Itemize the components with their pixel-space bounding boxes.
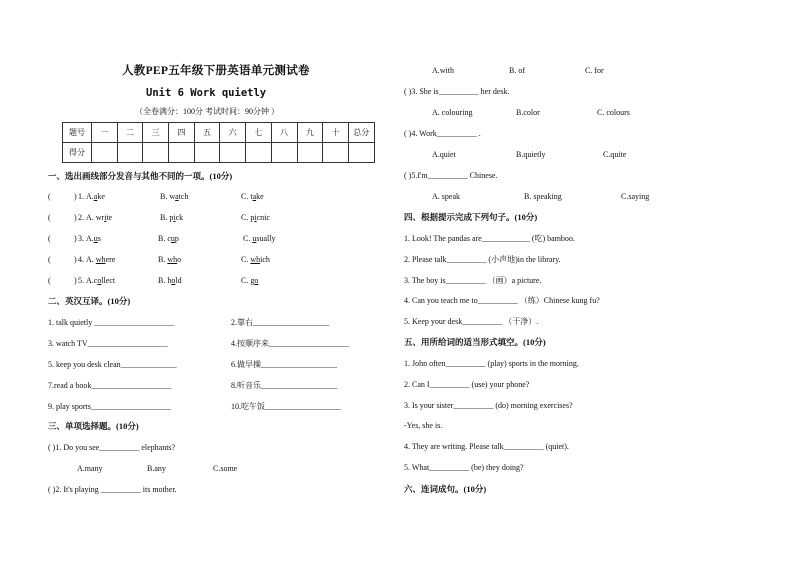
mc-option-b: B. speaking — [524, 192, 562, 201]
option-a: A. write — [86, 213, 113, 222]
section-5-title: 五、用所给词的适当形式填空。(10分) — [404, 337, 546, 347]
question-number: 1. — [78, 192, 84, 201]
answer-paren-open: ( — [48, 255, 51, 264]
option-b: B. pick — [160, 213, 184, 222]
mc-question-stem: ( )4. Work__________ . — [404, 129, 481, 138]
score-table — [62, 122, 375, 163]
option-c: C. go — [241, 276, 259, 285]
mc-option-b: B.any — [147, 464, 166, 473]
mc-option-c: C. colours — [597, 108, 630, 117]
option-a: A.collect — [86, 276, 116, 285]
score-input-cell[interactable] — [117, 143, 143, 163]
mc-option-a: A. colouring — [432, 108, 473, 117]
translation-item: 1. talk quietly ____________________ — [48, 318, 175, 327]
question-number: 4. — [78, 255, 84, 264]
mc-question-stem: ( )5.I'm__________ Chinese. — [404, 171, 498, 180]
mc-option-a: A.with — [432, 66, 454, 75]
option-b: B. who — [158, 255, 182, 264]
fill-item: 1. John often__________ (play) sports in the morning. — [404, 359, 579, 368]
translation-item: 2.靠右___________________ — [231, 318, 329, 327]
score-cell: 八 — [271, 123, 297, 143]
score-input-cell[interactable] — [92, 143, 118, 163]
mc-option-b: B. of — [509, 66, 525, 75]
page-title: 人教PEP五年级下册英语单元测试卷 — [122, 65, 310, 77]
mc-option-a: A. speak — [432, 192, 460, 201]
answer-paren-close: ) — [74, 255, 77, 264]
question-number: 2. — [78, 213, 84, 222]
score-cell: 二 — [117, 123, 143, 143]
score-cell: 十 — [323, 123, 349, 143]
option-a: A.ake — [86, 192, 105, 201]
mc-option-c: C.some — [213, 464, 238, 473]
mc-option-c: C. for — [585, 66, 604, 75]
section-2-title: 二、英汉互译。(10分) — [48, 296, 131, 306]
mc-option-c: C.saying — [621, 192, 650, 201]
section-4-title: 四、根据提示完成下列句子。(10分) — [404, 212, 538, 222]
mc-question-stem: ( )1. Do you see__________ elephants? — [48, 443, 176, 452]
answer-paren-close: ) — [74, 213, 77, 222]
question-number: 5. — [78, 276, 84, 285]
score-input-cell[interactable] — [246, 143, 272, 163]
translation-item: 5. keep you desk clean______________ — [48, 360, 177, 369]
mc-option-b: B.quietly — [516, 150, 546, 159]
translation-item: 7.read a book____________________ — [48, 381, 172, 390]
mc-question-stem: ( )3. She is__________ her desk. — [404, 87, 510, 96]
mc-option-a: A.quiet — [432, 150, 456, 159]
mc-option-b: B.color — [516, 108, 540, 117]
sentence-item: 4. Can you teach me to__________ （练）Chinese kung fu? — [404, 296, 600, 305]
mc-option-c: C.quite — [603, 150, 627, 159]
option-c: C. which — [241, 255, 270, 264]
score-cell: 六 — [220, 123, 246, 143]
score-input-cell[interactable] — [194, 143, 220, 163]
answer-paren-close: ) — [74, 234, 77, 243]
fill-item: 2. Can I__________ (use) your phone? — [404, 380, 530, 389]
score-input-cell[interactable] — [348, 143, 374, 163]
score-cell: 题号 — [63, 123, 92, 143]
option-b: B. hold — [158, 276, 182, 285]
translation-item: 10.吃午饭___________________ — [231, 402, 341, 411]
translation-item: 4.按顺序来____________________ — [231, 339, 349, 348]
answer-paren-open: ( — [48, 234, 51, 243]
score-input-cell[interactable] — [143, 143, 169, 163]
fill-item-answer: -Yes, she is. — [404, 421, 443, 430]
fill-item: 3. Is your sister__________ (do) morning exercises? — [404, 401, 573, 410]
option-b: B. watch — [160, 192, 189, 201]
score-cell: 总分 — [348, 123, 374, 143]
unit-subtitle: Unit 6 Work quietly — [146, 87, 267, 99]
mc-question-stem: ( )2. It's playing __________ its mother. — [48, 485, 177, 494]
score-cell: 七 — [246, 123, 272, 143]
score-cell: 一 — [92, 123, 118, 143]
score-input-cell[interactable] — [323, 143, 349, 163]
answer-paren-open: ( — [48, 213, 51, 222]
sentence-item: 5. Keep your desk__________ （干净）. — [404, 317, 539, 326]
answer-paren-close: ) — [74, 192, 77, 201]
translation-item: 8.听音乐___________________ — [231, 381, 337, 390]
option-b: B. cup — [158, 234, 179, 243]
option-a: A.us — [86, 234, 101, 243]
score-row-label: 得分 — [63, 143, 92, 163]
sentence-item: 3. The boy is__________ （画）a picture. — [404, 276, 542, 285]
score-input-cell[interactable] — [271, 143, 297, 163]
score-input-cell[interactable] — [297, 143, 323, 163]
option-c: C. take — [241, 192, 264, 201]
score-cell: 四 — [169, 123, 195, 143]
score-input-cell[interactable] — [220, 143, 246, 163]
exam-info: （全卷满分：100分 考试时间：90分钟 ） — [135, 107, 279, 116]
score-table-score-row — [63, 143, 375, 163]
option-a: A. where — [86, 255, 116, 264]
section-3-title: 三、单项选择题。(10分) — [48, 421, 139, 431]
answer-paren-open: ( — [48, 276, 51, 285]
mc-option-a: A.many — [77, 464, 103, 473]
score-cell: 三 — [143, 123, 169, 143]
section-6-title: 六、连词成句。(10分) — [404, 484, 487, 494]
answer-paren-close: ) — [74, 276, 77, 285]
sentence-item: 2. Please talk__________ (小声地)in the library. — [404, 255, 561, 264]
translation-item: 3. watch TV____________________ — [48, 339, 168, 348]
score-input-cell[interactable] — [169, 143, 195, 163]
question-number: 3. — [78, 234, 84, 243]
fill-item: 5. What__________ (be) they doing? — [404, 463, 524, 472]
section-1-title: 一、选出画线部分发音与其他不同的一项。(10分) — [48, 171, 233, 181]
sentence-item: 1. Look! The pandas are____________ (吃) bamboo. — [404, 234, 575, 243]
option-c: C. picnic — [241, 213, 270, 222]
score-cell: 五 — [194, 123, 220, 143]
answer-paren-open: ( — [48, 192, 51, 201]
score-table-header-row — [63, 123, 375, 143]
translation-item: 9. play sports____________________ — [48, 402, 171, 411]
fill-item: 4. They are writing. Please talk__________ (quiet). — [404, 442, 569, 451]
score-cell: 九 — [297, 123, 323, 143]
option-c: C. usually — [243, 234, 276, 243]
translation-item: 6.做早操___________________ — [231, 360, 337, 369]
